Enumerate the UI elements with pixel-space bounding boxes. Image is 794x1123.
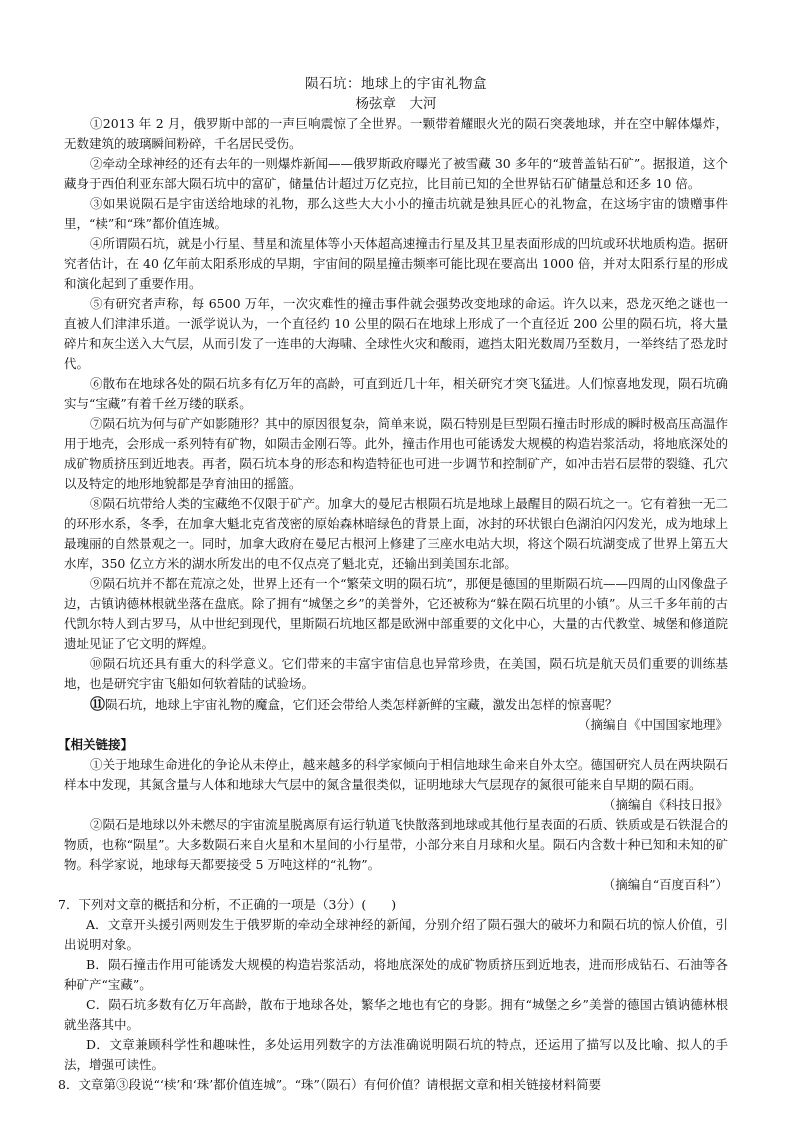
question-7-option-b: B．陨石撞击作用可能诱发大规模的构造岩浆活动，将地底深处的成矿物质挤压到近地表，进而形成钻石、石油等各种矿产“宝藏”。 <box>64 957 728 992</box>
source-citation-1: （摘编自《中国国家地理》 <box>577 717 728 732</box>
paragraph-11-number: ⑪ <box>90 695 106 713</box>
paragraph-10: ⑩陨石坑还具有重大的科学意义。它们带来的丰富宇宙信息也异常珍贵，在美国，陨石坑是航天员们重要的训练基地，也是研究宇宙飞船如何软着陆的试验场。 <box>64 656 728 691</box>
paragraph-3: ③如果说陨石是宇宙送给地球的礼物，那么这些大大小小的撞击坑就是独具匠心的礼物盒，在这场宇宙的馈赠事件里，“椟”和“珠”都价值连城。 <box>64 196 728 231</box>
question-7-stem: 7．下列对文章的概括和分析，不正确的一项是（3分）( ) <box>58 897 397 912</box>
paragraph-11 <box>64 694 728 715</box>
paragraph-6: ⑥散布在地球各处的陨石坑多有亿万年的高龄，可直到近几十年，相关研究才突飞猛进。人们惊喜地发现，陨石坑确实与“宝藏”有着千丝万缕的联系。 <box>64 376 728 411</box>
article-title: 陨石坑：地球上的宇宙礼物盒 <box>305 76 487 92</box>
paragraph-4: ④所谓陨石坑，就是小行星、彗星和流星体等小天体超高速撞击行星及其卫星表面形成的凹坑或环状地质构造。据研究者估计，在 40 亿年前太阳系形成的早期，宇宙间的陨星撞击频率可能比现在要高出 1000 倍，并对太阳系行星的形成和演化起到了重要作用。 <box>64 236 728 291</box>
paragraph-7: ⑦陨石坑为何与矿产如影随形？其中的原因很复杂，简单来说，陨石特别是巨型陨石撞击时形成的瞬时极高压高温作用于地壳，会形成一系列特有矿物，如陨击金刚石等。此外，撞击作用也可能诱发大规模的构造岩浆活动，将地底深处的成矿物质挤压到近地表。再者，陨石坑本身的形态和构造特征也可进一步调节和控制矿产，如冲击岩石层带的裂缝、孔穴以及特定的地形地貌都是孕育油田的摇篮。 <box>64 416 728 491</box>
question-7-option-c: C．陨石坑多数有亿万年高龄，散布于地球各处，繁华之地也有它的身影。拥有“城堡之乡”美誉的德国古镇讷德林根就坐落其中。 <box>64 997 728 1032</box>
article-author: 杨弦章 大河 <box>355 96 437 112</box>
paragraph-8: ⑧陨石坑带给人类的宝藏绝不仅限于矿产。加拿大的曼尼古根陨石坑是地球上最醒目的陨石坑之一。它有着独一无二的环形水系，冬季，在加拿大魁北克省茂密的原始森林暗绿色的背景上面，冰封的环状银白色湖泊闪闪发光，成为地球上最瑰丽的自然景观之一。同时，加拿大政府在曼尼古根河上修建了三座水电站大坝，将这个陨石坑湖变成了世界上第五大水库，350 亿立方米的湖水所发出的电不仅点亮了魁北克，还输出到美国东北部。 <box>64 496 728 571</box>
source-citation-3: （摘编自“百度百科”） <box>602 877 728 892</box>
paragraph-1: ①2013 年 2 月，俄罗斯中部的一声巨响震惊了全世界。一颗带着耀眼火光的陨石突袭地球，并在空中解体爆炸，无数建筑的玻璃瞬间粉碎，千名居民受伤。 <box>64 116 728 151</box>
paragraph-9: ⑨陨石坑并不都在荒凉之处，世界上还有一个“繁荣文明的陨石坑”，那便是德国的里斯陨石坑——四周的山冈像盘子边，古镇讷德林根就坐落在盘底。除了拥有“城堡之乡”的美誉外，它还被称为“躲在陨石坑里的小镇”。从三千多年前的古代凯尔特人到古罗马，从中世纪到现代，里斯陨石坑地区都是欧洲中部重要的文化中心，大量的古代教堂、城堡和修道院遗址见证了它文明的辉煌。 <box>64 576 728 651</box>
question-8-stem: 8．文章第③段说“‘椟’和‘珠’都价值连城”。“珠”（陨石）有何价值？请根据文章和相关链接材料简要 <box>58 1077 602 1092</box>
paragraph-5: ⑤有研究者声称，每 6500 万年，一次灾难性的撞击事件就会强势改变地球的命运。许久以来，恐龙灭绝之谜也一直被人们津津乐道。一派学说认为，一个直径约 10 公里的陨石在地球上形成了一个直径近 200 公里的陨石坑，将大量碎片和灰尘送入大气层，从而引发了一连串的大海啸、全球性火灾和酸雨，遮挡太阳光数周乃至数月，一举终结了恐龙时代。 <box>64 296 728 371</box>
related-link-1: ①关于地球生命进化的争论从未停止，越来越多的科学家倾向于相信地球生命来自外太空。德国研究人员在两块陨石样本中发现，其氮含量与人体和地球大气层中的氮含量很类似，证明地球大气层现存的氮很可能来自早期的陨石雨。 <box>64 757 728 792</box>
related-link-2: ②陨石是地球以外未燃尽的宇宙流星脱离原有运行轨道飞快散落到地球或其他行星表面的石质、铁质或是石铁混合的物质，也称“陨星”。大多数陨石来自火星和木星间的小行星带，小部分来自月球和火星。陨石内含数十种已知和未知的矿物。科学家说，地球每天都要接受 5 万吨这样的“礼物”。 <box>64 817 728 872</box>
paragraph-2: ②牵动全球神经的还有去年的一则爆炸新闻——俄罗斯政府曝光了被雪藏 30 多年的“玻普盖钻石矿”。据报道，这个藏身于西伯利亚东部大陨石坑中的富矿，储量估计超过万亿克拉，比目前已知的全世界钻石矿储量总和还多 10 倍。 <box>64 156 728 191</box>
paragraph-11-text: 陨石坑，地球上宇宙礼物的魔盒，它们还会带给人类怎样新鲜的宝藏，激发出怎样的惊喜呢？ <box>105 697 618 712</box>
question-7-option-d: D．文章兼顾科学性和趣味性，多处运用列数字的方法准确说明陨石坑的特点，还运用了描写以及比喻、拟人的手法，增强可读性。 <box>64 1037 728 1072</box>
question-7-option-a: A．文章开头援引两则发生于俄罗斯的牵动全球神经的新闻，分别介绍了陨石强大的破坏力和陨石坑的惊人价值，引出说明对象。 <box>64 917 728 952</box>
source-citation-2: （摘编自《科技日报》 <box>602 797 728 812</box>
related-links-heading: 【相关链接】 <box>58 737 134 752</box>
